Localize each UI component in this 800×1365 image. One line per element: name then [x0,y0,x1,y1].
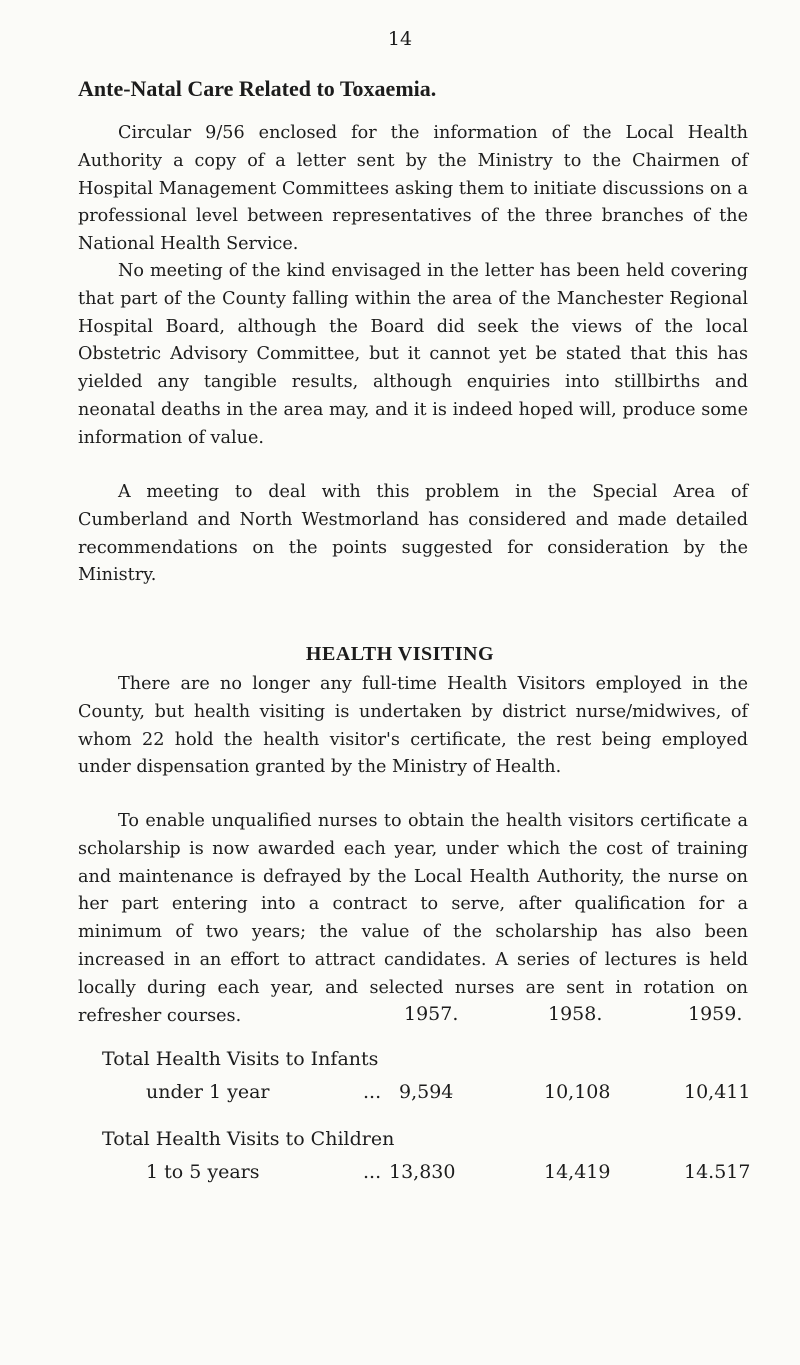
value-infants-1957: 9,594 [399,1081,454,1103]
row-label-children: Total Health Visits to Children [102,1128,395,1150]
row-label-infants-cont: under 1 year [146,1081,270,1103]
section-title-health-visiting: HEALTH VISITING [305,643,495,665]
section-heading-toxaemia: Ante-Natal Care Related to Toxaemia. [78,76,437,101]
leader-dots: ... [363,1081,382,1103]
row-label-children-cont: 1 to 5 years [146,1161,260,1183]
year-header-1957: 1957. [404,1003,459,1025]
year-header-1958: 1958. [548,1003,603,1025]
value-infants-1958: 10,108 [544,1081,611,1103]
value-children-1957: 13,830 [389,1161,456,1183]
leader-dots: ... [363,1161,382,1183]
value-children-1958: 14,419 [544,1161,611,1183]
value-infants-1959: 10,411 [684,1081,751,1103]
paragraph-health-visitors: There are no longer any full-time Health Visitors employed in the County, but health visiting is undertaken by district nurse/midwives, of whom 22 hold the health visitor's certificate, the rest being employed under dispensation granted by the Ministry of Health. [78,674,748,778]
paragraph-special-area: A meeting to deal with this problem in the Special Area of Cumberland and North Westmorland has considered and made detailed recommendations on the points suggested for consideration by the Ministry. [78,482,748,586]
year-header-1959: 1959. [688,1003,743,1025]
value-children-1959: 14.517 [684,1161,751,1183]
health-visits-table [78,1003,758,1323]
paragraph-no-meeting: No meeting of the kind envisaged in the letter has been held covering that part of the County falling within the area of the Manchester Regional Hospital Board, although the Board did seek the views of the local Obstetric Advisory Committee, but it cannot yet be stated that this has yielded any tangible results, although enquiries into stillbirths and neonatal deaths in the area may, and it is indeed hoped will, produce some information of value. [78,261,748,448]
page-number: 14 [387,28,413,50]
paragraph-circular: Circular 9/56 enclosed for the information of the Local Health Authority a copy of a letter sent by the Ministry to the Chairmen of Hospital Management Committees asking them to initiate discussions on a professional level between representatives of the three branches of the National Health Service. [78,123,748,255]
paragraph-scholarship: To enable unqualified nurses to obtain the health visitors certificate a scholarship is now awarded each year, under which the cost of training and maintenance is defrayed by the Local Health Authority, the nurse on her part entering into a contract to serve, after qualification for a minimum of two years; the value of the scholarship has also been increased in an effort to attract candidates. A series of lectures is held locally during each year, and selected nurses are sent in rotation on refresher courses. [78,811,748,1026]
row-label-infants: Total Health Visits to Infants [102,1048,379,1070]
